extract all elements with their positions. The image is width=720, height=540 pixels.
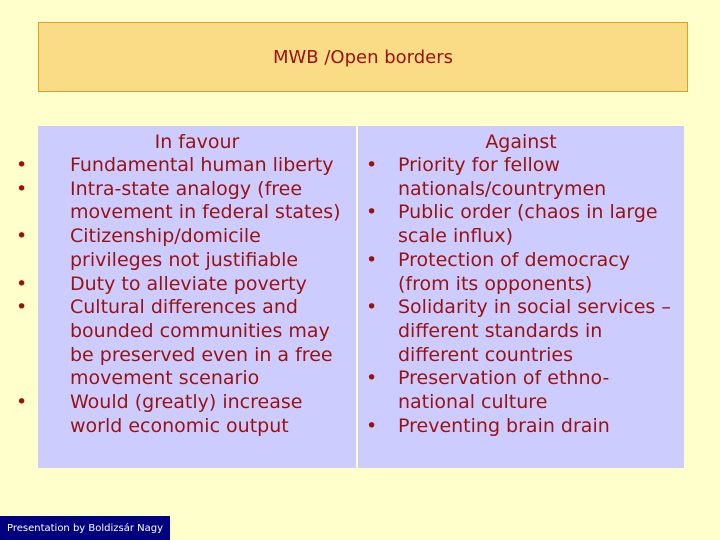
bullet-icon: • <box>16 296 28 319</box>
bullet-icon: • <box>366 296 378 319</box>
against-list <box>358 154 684 438</box>
bullet-icon: • <box>16 225 28 248</box>
bullet-icon: • <box>366 154 378 176</box>
against-heading: Against <box>485 131 557 153</box>
bullet-icon: • <box>16 272 28 295</box>
bullet-icon: • <box>366 248 378 271</box>
list-item: • Priority for fellow nationals/countrymen <box>366 154 607 200</box>
list-item: • Cultural differences and bounded communities may be preserved even in a free movement scenario <box>16 296 333 390</box>
bullet-icon: • <box>16 177 28 200</box>
bullet-icon: • <box>16 154 28 176</box>
list-item: • Protection of democracy (from its opponents) <box>366 248 630 295</box>
list-item: • Intra-state analogy (free movement in federal states) <box>16 177 341 224</box>
bullet-icon: • <box>366 367 378 390</box>
list-item: • Preservation of ethno-national culture <box>366 367 610 414</box>
list-item: • Fundamental human liberty <box>16 154 334 176</box>
bullet-icon: • <box>366 201 378 224</box>
list-item: • Public order (chaos in large scale influx) <box>366 201 658 248</box>
list-item: • Duty to alleviate poverty <box>16 272 307 295</box>
title-box <box>38 22 688 92</box>
list-item: • Would (greatly) increase world economic output <box>16 391 303 437</box>
in-favour-list <box>16 154 356 438</box>
list-item: • Preventing brain drain <box>366 414 610 437</box>
bullet-icon: • <box>366 414 378 437</box>
presenter-credit: Presentation by Boldizsár Nagy <box>0 516 170 540</box>
in-favour-column <box>16 126 356 468</box>
slide-title: MWB /Open borders <box>272 46 454 68</box>
bullet-icon: • <box>16 391 28 414</box>
list-item: • Solidarity in social services – different standards in different countries <box>366 296 671 366</box>
against-column <box>358 126 684 468</box>
in-favour-heading: In favour <box>154 131 240 153</box>
list-item: • Citizenship/domicile privileges not justifiable <box>16 225 299 271</box>
